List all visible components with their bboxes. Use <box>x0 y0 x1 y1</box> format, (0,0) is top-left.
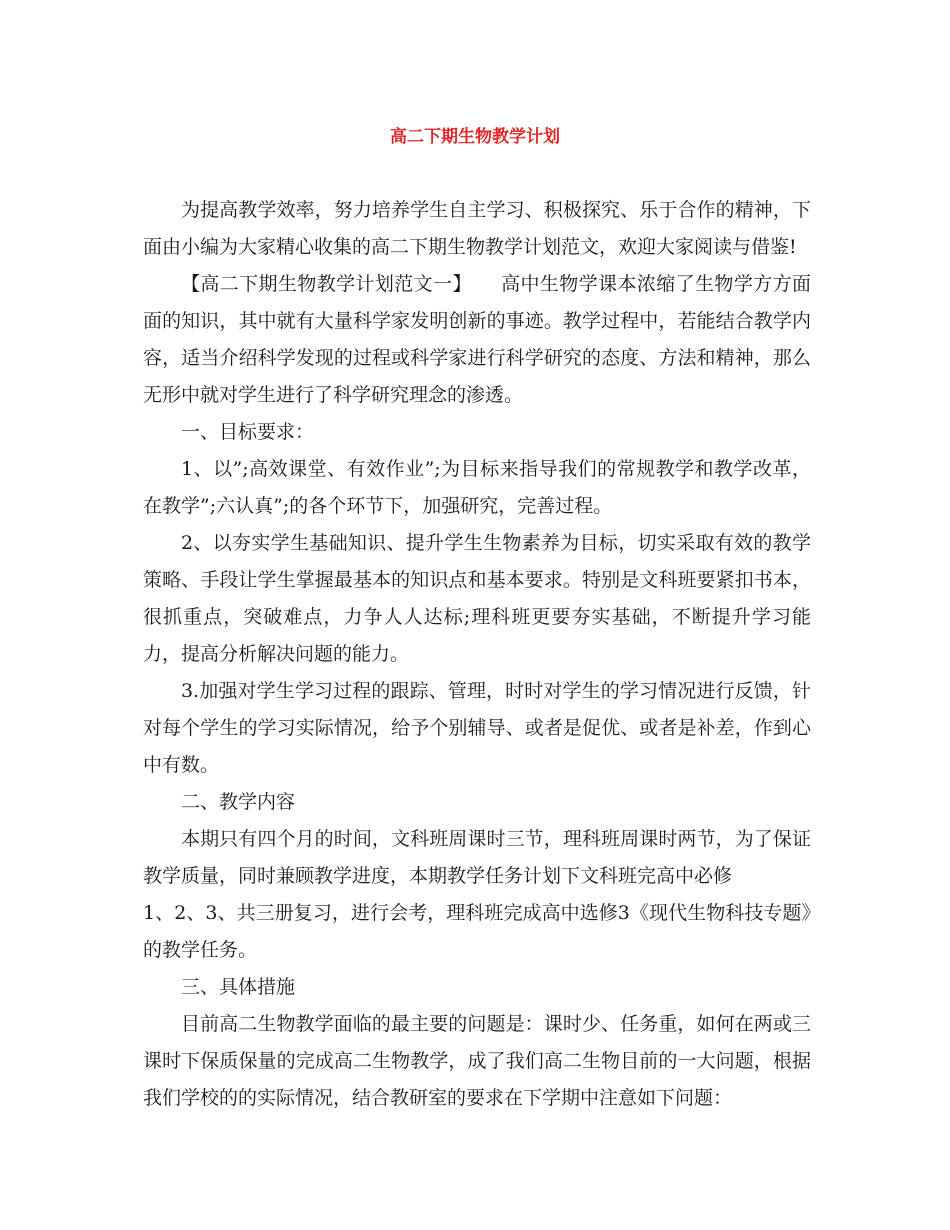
paragraph-sample-one: 【高二下期生物教学计划范文一】 高中生物学课本浓缩了生物学方方面面的知识，其中就有大量科学家发明创新的事迹。教学过程中，若能结合教学内容，适当介绍科学发现的过程或科学家进行科学研究的态度、方法和精神，那么无形中就对学生进行了科学研究理念的渗透。 <box>143 273 811 406</box>
paragraph-content-2: 1、2、3、共三册复习，进行会考，理科班完成高中选修3《现代生物科技专题》的教学任务。 <box>143 902 811 961</box>
paragraph-intro: 为提高教学效率，努力培养学生自主学习、积极探究、乐于合作的精神，下面由小编为大家精心收集的高二下期生物教学计划范文，欢迎大家阅读与借鉴! <box>143 199 811 258</box>
paragraph-goal-3: 3.加强对学生学习过程的跟踪、管理，时时对学生的学习情况进行反馈，针对每个学生的学习实际情况，给予个别辅导、或者是促优、或者是补差，作到心中有数。 <box>143 680 811 776</box>
paragraph-measures-1: 目前高二生物教学面临的最主要的问题是：课时少、任务重，如何在两或三课时下保质保量的完成高二生物教学，成了我们高二生物目前的一大问题，根据我们学校的的实际情况，结合教研室的要求在下学期中注意如下问题： <box>143 1013 811 1109</box>
heading-measures: 三、具体措施 <box>181 976 296 998</box>
paragraph-goal-2: 2、以夯实学生基础知识、提升学生生物素养为目标，切实采取有效的教学策略、手段让学生掌握最基本的知识点和基本要求。特别是文科班要紧扣书本，很抓重点，突破难点，力争人人达标;理科班更要夯实基础，不断提升学习能力，提高分析解决问题的能力。 <box>143 532 811 665</box>
heading-content: 二、教学内容 <box>181 791 296 813</box>
paragraph-goal-1: 1、以”;高效课堂、有效作业”;为目标来指导我们的常规教学和教学改革，在教学”;六认真”;的各个环节下，加强研究，完善过程。 <box>143 458 811 517</box>
document-title: 高二下期生物教学计划 <box>390 127 560 147</box>
paragraph-content-1: 本期只有四个月的时间，文科班周课时三节，理科班周课时两节，为了保证教学质量，同时兼顾教学进度，本期教学任务计划下文科班完高中必修 <box>143 828 811 887</box>
heading-goals: 一、目标要求： <box>181 421 315 443</box>
document-body <box>143 192 811 1117</box>
